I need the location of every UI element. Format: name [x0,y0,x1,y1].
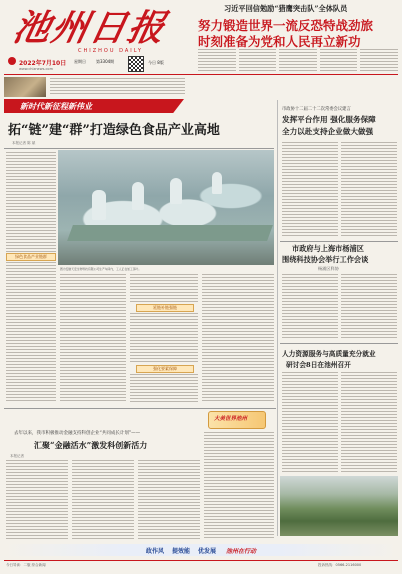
lead-byline: 本报记者 陈 斌 [12,141,36,145]
story3-title-2: 研讨会8日在池州召开 [286,361,351,369]
top-right-headline-2: 时刻准备为党和人民再立新功 [198,34,361,49]
lead-subhead-3: 强化要素保障 [136,365,194,373]
lead-body-col-3b [130,313,198,363]
story3-body-2 [341,372,397,472]
footer-slogan-3: 优发展 [198,548,217,555]
story2-title-1: 市政府与上海市杨浦区 [292,244,364,253]
lead-body-col-3 [130,274,198,302]
right-body-2 [341,142,397,238]
lead-photo-caption: 图为安徽天安生物科技有限公司生产车间内，工人正在加工茶叶。 [60,267,142,271]
story3-title-1: 人力资源服务与高质量充分就业 [282,350,376,358]
masthead [4,4,188,72]
top-left-photo [4,77,46,97]
lead-body-col-4 [202,274,274,402]
qr-code-icon [128,56,144,72]
masthead-title: 池州日报 [9,7,171,49]
masthead-pinyin: CHIZHOU DAILY [78,48,143,54]
lead-photo-worker-3 [170,178,182,204]
right-rule-1 [280,241,398,242]
bottom-right-photo [280,476,398,536]
story3-body-1 [282,372,338,472]
bottom-body-1 [6,460,68,540]
story2-body-2 [341,274,397,340]
lead-body-col-2 [60,274,126,402]
lead-headline: 拓“链”建“群”打造绿色食品产业高地 [8,123,220,138]
right-rule-2 [280,343,398,344]
footer-slogan-4: 池州在行动 [226,548,257,555]
lead-photo [58,150,274,265]
lead-body-col-1 [6,152,56,252]
bottom-rule [4,408,276,409]
masthead-issue: 第3304期 [96,59,115,64]
story2-title-2: 围绕科技协会举行工作会谈 [282,255,369,264]
lead-body-col-1b [6,262,56,402]
footer-rule [4,560,398,561]
lead-photo-worker-2 [132,182,144,210]
top-right-kicker: 习近平回信勉励“猎鹰突击队”全体队员 [224,4,348,13]
footer-slogan-2: 提效能 [172,548,191,555]
top-right-story [190,3,400,73]
masthead-rule [4,74,398,75]
lead-rule [4,148,274,149]
right-kicker: 市政协十二届二十二次常委会议建言 [282,107,351,112]
masthead-date: 2022年7月10日 [19,60,67,67]
bottom-body-3 [138,460,200,540]
top-right-body [198,49,398,73]
bottom-body-4 [204,432,274,540]
promo-label: 大美世界池州 [214,416,248,422]
bottom-byline: 本报记者 [10,454,24,458]
bottom-kicker: 去年以来，我市积极推动金融支持科创企业“共同成长计划”—— [14,431,141,436]
masthead-edition-count: 今日 8版 [148,60,164,65]
masthead-weekday: 星期日 [74,59,86,64]
footer-left-info: 今日导读：二版 综合新闻 [6,563,46,567]
masthead-site: www.chiznews.com [19,67,53,71]
footer-right-info: 投诉热线：0566-2116000 [318,563,362,567]
lead-photo-worker-1 [92,190,106,220]
lead-body-col-3c [130,374,198,402]
top-right-headline-1: 努力锻造世界一流反恐特战劲旅 [198,18,374,33]
right-body-1 [282,142,338,238]
masthead-sun-icon [8,57,16,65]
footer-slogan-1: 政作风 [146,548,165,555]
banner-label: 新时代新征程新伟业 [20,101,92,111]
lead-subhead-2: 延链补链强链 [136,304,194,312]
right-headline-1: 发挥平台作用 强化服务保障 [282,115,376,124]
story2-body-1 [282,274,338,340]
right-column-rule [277,100,278,536]
story2-subtitle: 杨浦区科协 [318,266,339,271]
top-left-text [50,78,185,96]
lead-subhead-1: 绿色食品产业链群 [6,253,56,261]
lead-photo-worker-4 [212,172,222,194]
right-headline-2: 全力以赴支持企业做大做强 [282,127,374,136]
bottom-headline: 汇聚“金融活水”激发科创新活力 [34,440,148,450]
lead-photo-table [67,225,273,241]
bottom-body-2 [72,460,134,540]
